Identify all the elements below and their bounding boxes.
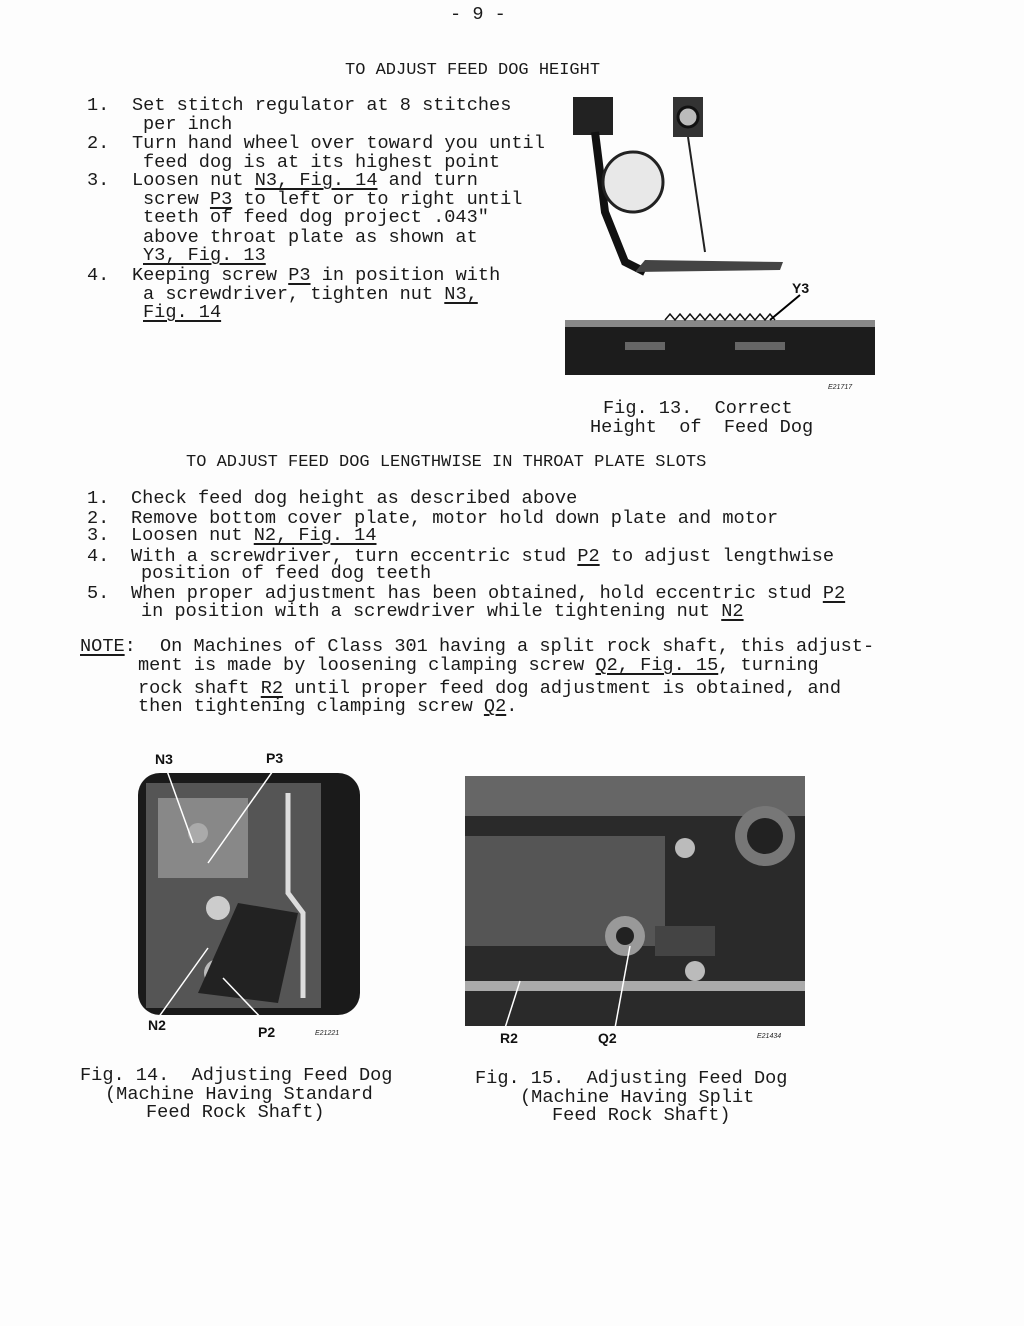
reference-underlined: P2 xyxy=(577,546,600,567)
reference-underlined: N2, Fig. 14 xyxy=(253,525,377,546)
fig14-label-n3: N3 xyxy=(155,751,173,767)
step-number: 2. xyxy=(87,133,110,154)
text-segment: teeth of feed dog project .043" xyxy=(143,207,489,228)
note-line xyxy=(160,638,874,657)
reference-underlined: N3, xyxy=(444,284,478,305)
reference-underlined: Q2, Fig. 15 xyxy=(595,655,719,676)
reference-underlined: P2 xyxy=(822,583,846,604)
fig14-photo xyxy=(138,773,364,1018)
text-segment: a screwdriver, tighten nut xyxy=(143,284,445,305)
section2-line xyxy=(141,565,431,584)
fig14-caption-2: (Machine Having Standard xyxy=(105,1084,373,1105)
section1-line xyxy=(132,135,545,154)
fig15-label-r2: R2 xyxy=(500,1030,518,1046)
text-segment: feed dog is at its highest point xyxy=(143,152,501,173)
fig14-caption-1: Fig. 14. Adjusting Feed Dog xyxy=(80,1065,393,1086)
text-segment: Turn hand wheel over toward you until xyxy=(132,133,545,154)
section1-title: TO ADJUST FEED DOG HEIGHT xyxy=(345,61,601,80)
text-segment: Loosen nut xyxy=(132,170,255,191)
page-number: - 9 - xyxy=(450,4,506,25)
text-segment: Loosen nut xyxy=(131,525,254,546)
text-segment: position of feed dog teeth xyxy=(141,563,432,584)
fig15-caption-1: Fig. 15. Adjusting Feed Dog xyxy=(475,1068,788,1089)
fig15-caption-3: Feed Rock Shaft) xyxy=(552,1105,731,1126)
fig14-caption-3: Feed Rock Shaft) xyxy=(146,1102,325,1123)
note-label: NOTE: xyxy=(80,636,136,657)
section2-line xyxy=(141,603,744,622)
text-segment: When proper adjustment has been obtained, hold eccentric stud xyxy=(131,583,823,604)
fig13-caption-2: Height of Feed Dog xyxy=(590,417,814,438)
text-segment: in position with xyxy=(310,265,501,286)
reference-underlined: Fig. 14 xyxy=(143,302,222,323)
step-number: 1. xyxy=(87,488,110,509)
text-segment: and turn xyxy=(377,170,478,191)
text-segment: per inch xyxy=(143,114,233,135)
fig13-code: E21717 xyxy=(828,384,853,391)
fig14-label-p2: P2 xyxy=(258,1024,276,1040)
section1-line xyxy=(132,267,500,286)
step-number: 3. xyxy=(87,170,110,191)
section2-line xyxy=(131,490,577,509)
section1-line xyxy=(143,116,232,135)
text-segment: ment is made by loosening clamping screw xyxy=(138,655,596,676)
fig13-label-y3: Y3 xyxy=(792,280,810,296)
fig14-code: E21221 xyxy=(315,1030,340,1037)
reference-underlined: R2 xyxy=(260,678,284,699)
reference-underlined: Y3, Fig. 13 xyxy=(143,245,266,266)
section1-line xyxy=(132,97,511,116)
section1-line xyxy=(132,172,478,191)
text-segment: then tightening clamping screw xyxy=(138,696,484,717)
section2-line xyxy=(131,527,377,546)
step-number: 1. xyxy=(87,95,110,116)
text-segment: Check feed dog height as described above xyxy=(131,488,578,509)
section1-line xyxy=(143,247,266,266)
reference-underlined: P3 xyxy=(288,265,311,286)
step-number: 4. xyxy=(87,546,110,567)
fig15-caption-2: (Machine Having Split xyxy=(520,1087,755,1108)
step-number: 4. xyxy=(87,265,110,286)
reference-underlined: P3 xyxy=(209,189,233,210)
text-segment: to left or to right until xyxy=(232,189,523,210)
reference-underlined: Q2 xyxy=(483,696,507,717)
fig15-label-q2: Q2 xyxy=(598,1030,617,1046)
note-line xyxy=(138,698,517,717)
fig14-label-n2: N2 xyxy=(148,1017,166,1033)
fig14-label-p3: P3 xyxy=(266,750,284,766)
fig13-photo xyxy=(565,92,880,397)
text-segment: to adjust lengthwise xyxy=(599,546,834,567)
fig13-caption-1: Fig. 13. Correct xyxy=(603,398,793,419)
text-segment: rock shaft xyxy=(138,678,261,699)
section1-line xyxy=(143,304,221,323)
text-segment: Remove bottom cover plate, motor hold down plate and motor xyxy=(131,508,779,529)
text-segment: On Machines of Class 301 having a split rock shaft, this adjust- xyxy=(160,636,875,657)
fig15-code: E21434 xyxy=(757,1033,782,1040)
reference-underlined: N3, Fig. 14 xyxy=(254,170,378,191)
text-segment: above throat plate as shown at xyxy=(143,227,478,248)
section2-title: TO ADJUST FEED DOG LENGTHWISE IN THROAT PLATE SLOTS xyxy=(186,453,707,472)
text-segment: . xyxy=(506,696,518,717)
text-segment: Set stitch regulator at 8 stitches xyxy=(132,95,512,116)
note-line xyxy=(138,657,819,676)
step-number: 2. xyxy=(87,508,110,529)
step-number: 5. xyxy=(87,583,110,604)
section1-line xyxy=(143,209,489,228)
text-segment: until proper feed dog adjustment is obtained, and xyxy=(283,678,841,699)
text-segment: screw xyxy=(143,189,210,210)
note-label-text: NOTE xyxy=(80,636,125,657)
step-number: 3. xyxy=(87,525,110,546)
text-segment: With a screwdriver, turn eccentric stud xyxy=(131,546,578,567)
text-segment: Keeping screw xyxy=(132,265,289,286)
reference-underlined: N2 xyxy=(721,601,744,622)
text-segment: in position with a screwdriver while tightening nut xyxy=(141,601,722,622)
text-segment: , turning xyxy=(718,655,819,676)
fig15-photo xyxy=(465,776,807,1028)
